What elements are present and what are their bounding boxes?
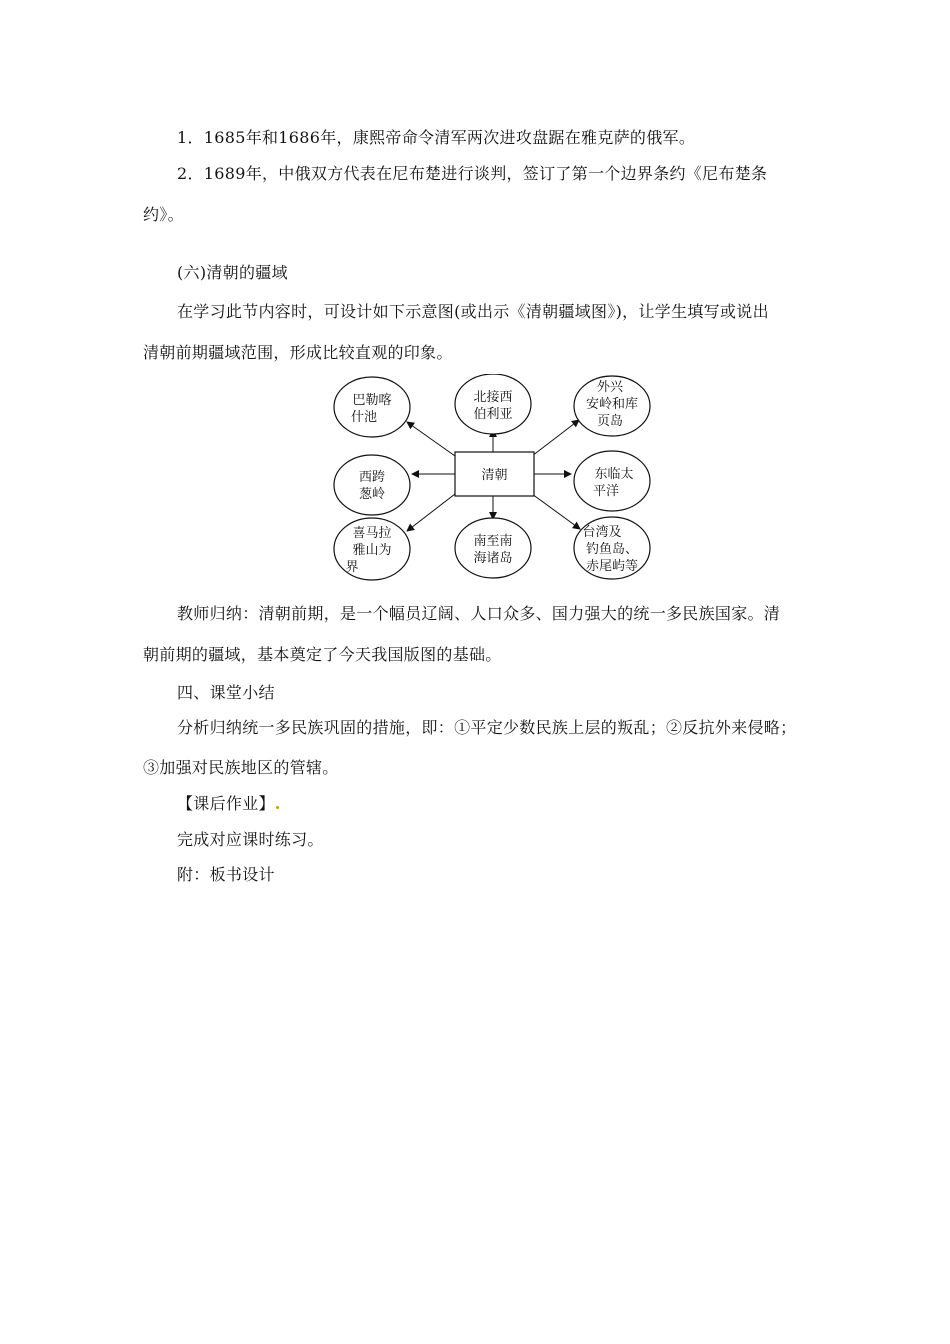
node-southeast-line-2: 钓鱼岛、 [585,542,639,557]
node-southeast-line-1: 台湾及 [582,525,622,540]
homework-heading [177,794,280,814]
node-southwest-line-3: 界 [345,560,359,575]
node-south-line-1: 南至南 [473,534,513,549]
paragraph-2-line-1: 2．1689年，中俄双方代表在尼布楚进行谈判，签订了第一个边界条约《尼布楚条 [177,164,768,183]
node-northeast-line-3: 页岛 [596,414,624,429]
node-northwest-line-2: 什池 [350,410,378,425]
paragraph-1: 1．1685年和1686年，康熙帝命令清军两次进攻盘踞在雅克萨的俄军。 [177,128,696,147]
paragraph-4-line-2: 朝前期的疆域，基本奠定了今天我国版图的基础。 [143,645,502,664]
node-southeast-line-3: 赤尾屿等 [585,559,639,574]
node-northwest-line-1: 巴勒喀 [352,393,392,408]
section-heading-6: (六)清朝的疆域 [177,263,288,282]
section-heading-4: 四、课堂小结 [177,683,275,702]
node-southwest-line-1: 喜马拉 [352,526,392,541]
node-east-line-1: 东临太 [594,467,634,482]
node-west [334,455,410,515]
territory-diagram [330,374,660,584]
paragraph-3-line-1: 在学习此节内容时，可设计如下示意图(或出示《清朝疆域图》)，让学生填写或说出 [177,302,769,321]
paragraph-2-line-2: 约》。 [143,205,184,224]
node-south-line-2: 海诸岛 [473,551,513,566]
paragraph-3-line-2: 清朝前期疆域范围，形成比较直观的印象。 [143,343,453,362]
node-north-line-2: 伯利亚 [473,407,513,422]
homework-label: 【课后作业】 [177,794,275,813]
node-west-line-2: 葱岭 [358,487,386,502]
node-east-line-2: 平洋 [592,484,620,499]
node-north-line-1: 北接西 [473,390,513,405]
paragraph-5-line-2: ③加强对民族地区的管辖。 [143,758,339,777]
node-northeast-line-2: 安岭和库 [585,397,639,412]
node-southwest-line-2: 雅山为 [352,543,392,558]
mark-dot [276,806,279,809]
paragraph-4-line-1: 教师归纳：清朝前期，是一个幅员辽阔、人口众多、国力强大的统一多民族国家。清 [177,604,781,623]
node-west-line-1: 西跨 [358,470,386,485]
paragraph-5-line-1: 分析归纳统一多民族巩固的措施，即：①平定少数民族上层的叛乱；②反抗外来侵略； [177,718,797,737]
center-label: 清朝 [481,468,508,483]
node-northeast-line-1: 外兴 [596,380,624,395]
paragraph-7: 附：板书设计 [177,865,275,884]
paragraph-6: 完成对应课时练习。 [177,830,324,849]
